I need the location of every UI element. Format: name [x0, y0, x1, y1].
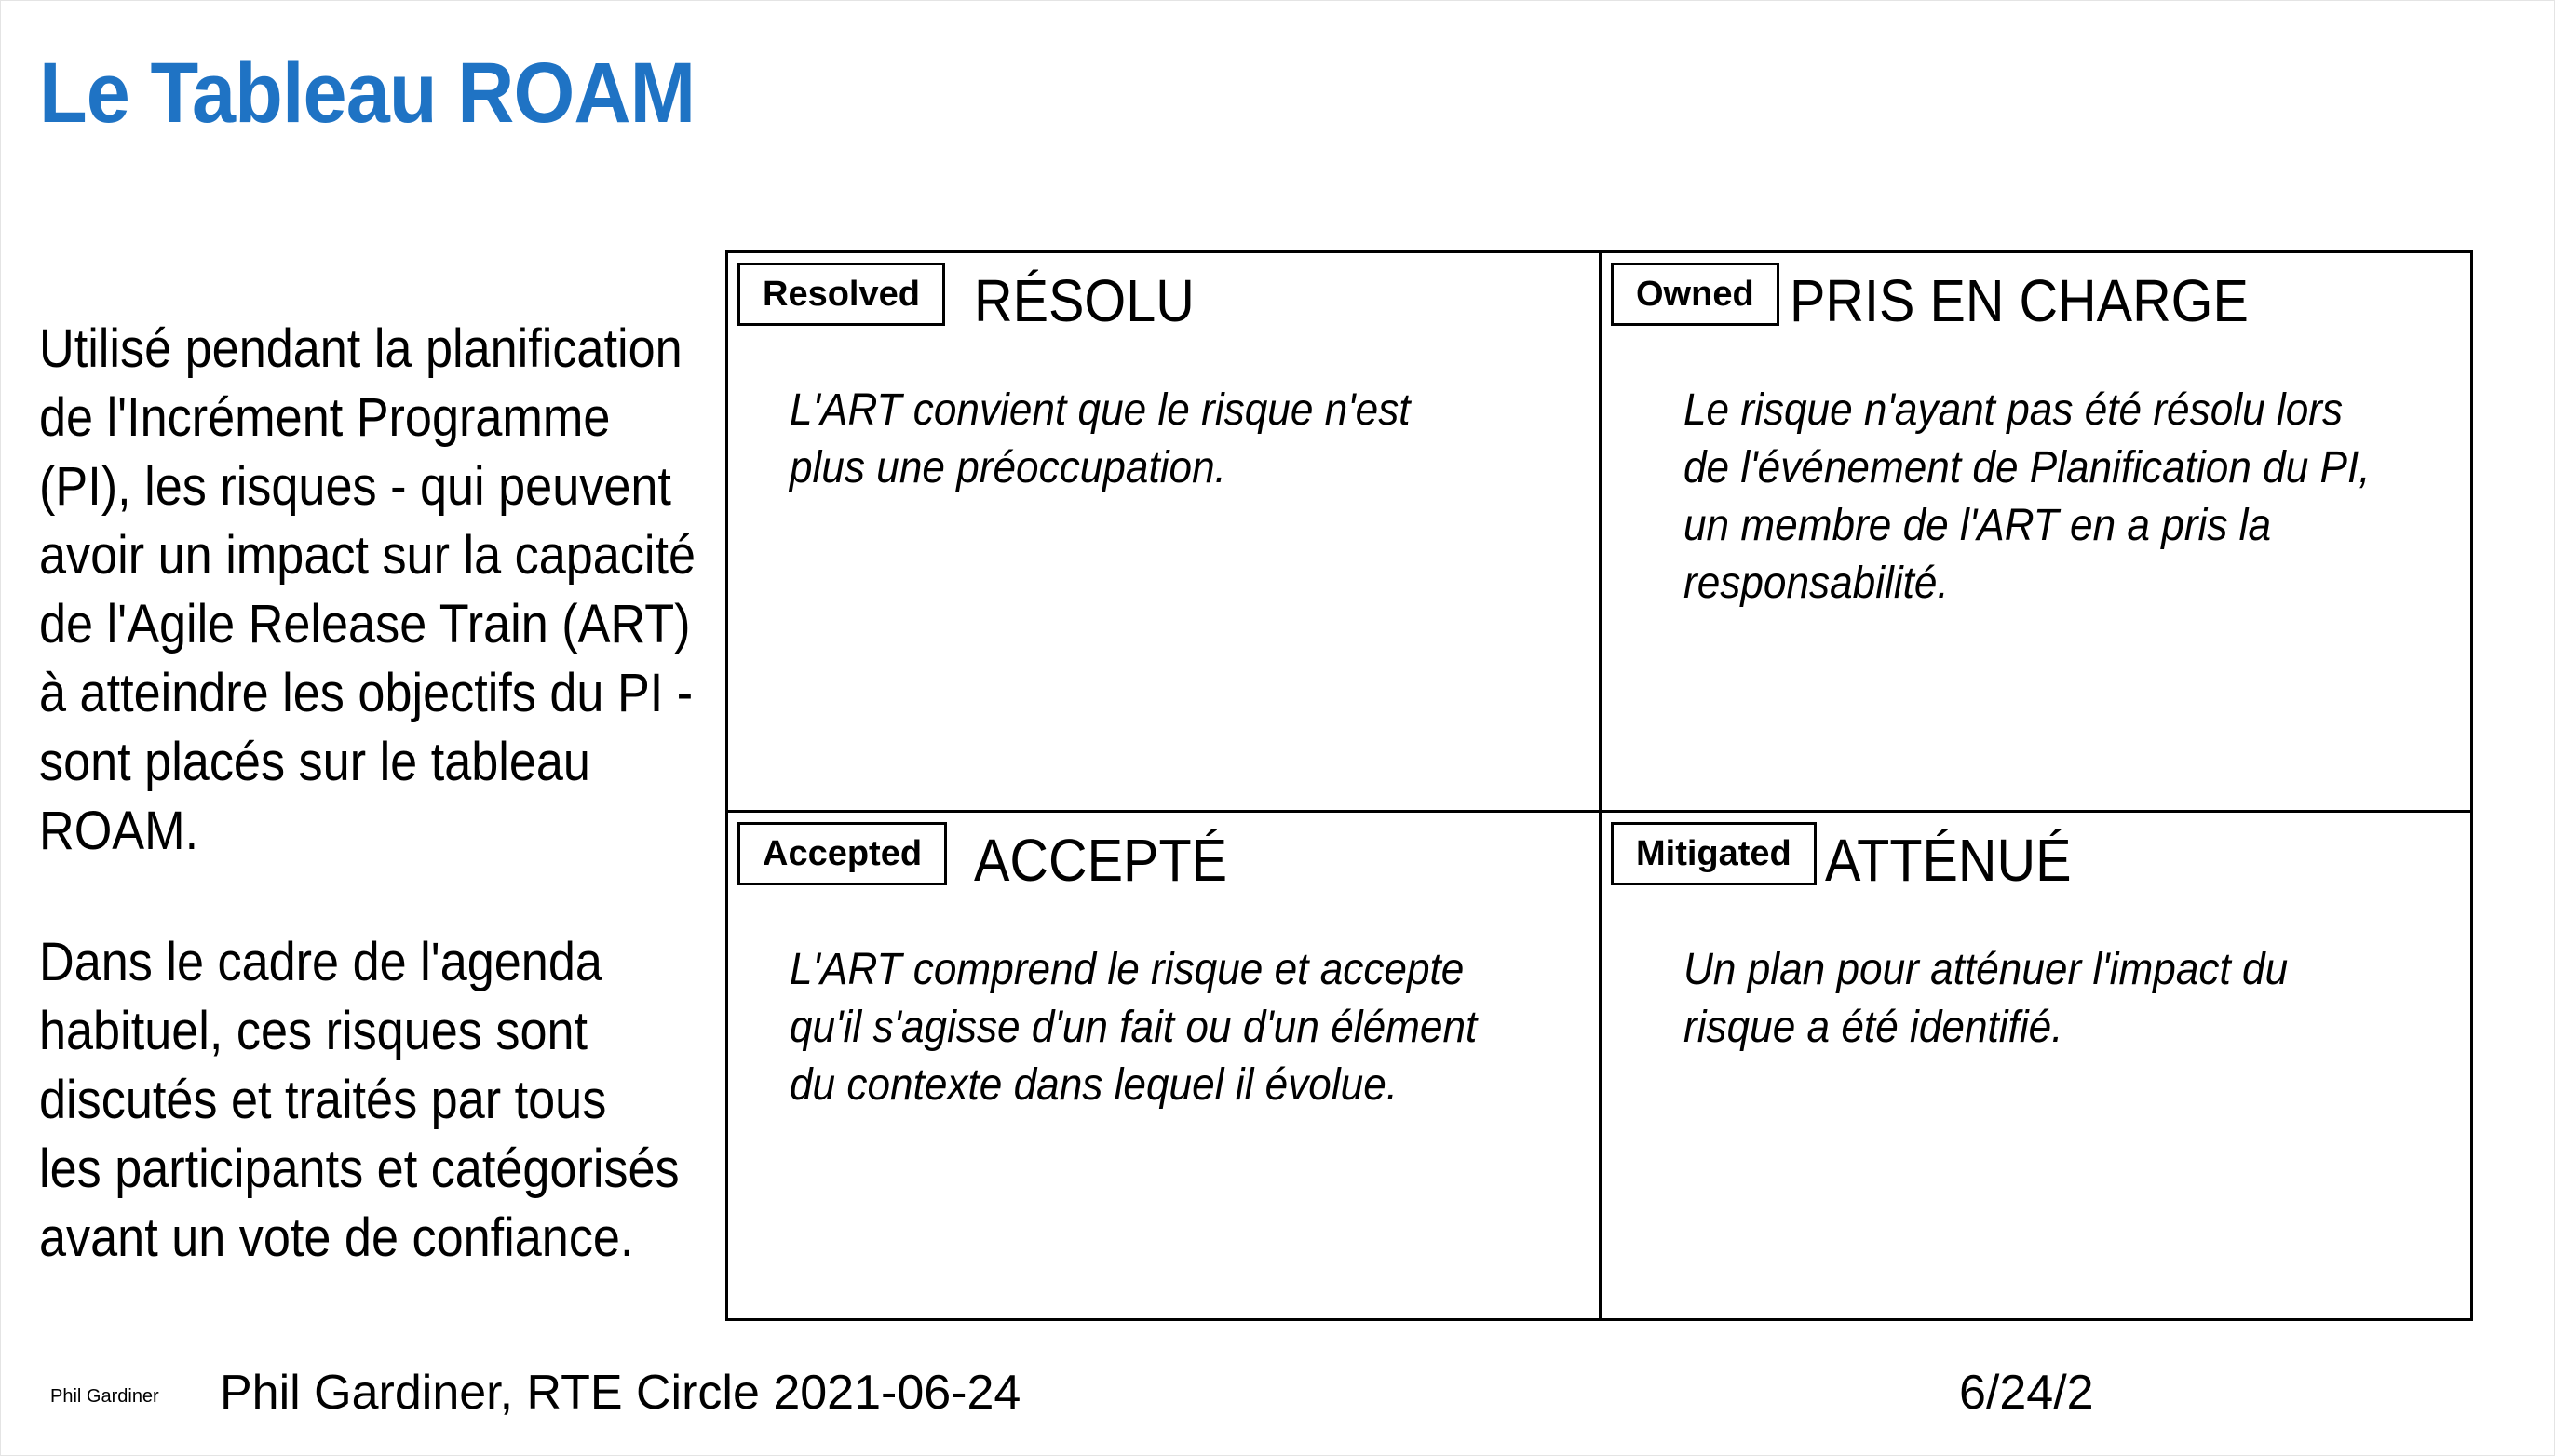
owned-desc-line: un membre de l'ART en a pris la	[1683, 501, 2272, 550]
intro-paragraph	[39, 315, 696, 866]
agenda-line: Dans le cadre de l'agenda	[39, 932, 602, 992]
intro-line: de l'Incrément Programme	[39, 387, 611, 448]
resolved-desc-line: L'ART convient que le risque n'est	[790, 385, 1411, 435]
intro-line: sont placés sur le tableau	[39, 732, 590, 792]
mitigated-heading: ATTÉNUÉ	[1825, 827, 2072, 894]
agenda-line: habituel, ces risques sont	[39, 1001, 588, 1061]
resolved-heading: RÉSOLU	[974, 267, 1195, 334]
footer-date: 6/24/2	[1959, 1366, 2094, 1420]
quadrant-mitigated	[1602, 813, 2470, 1318]
intro-line: avoir un impact sur la capacité	[39, 525, 696, 586]
accepted-description	[790, 941, 1477, 1114]
quadrant-accepted	[728, 813, 1599, 1318]
mitigated-description	[1683, 941, 2288, 1057]
resolved-tag: Resolved	[737, 263, 945, 326]
mitigated-desc-line: risque a été identifié.	[1683, 1003, 2063, 1052]
mitigated-tag: Mitigated	[1611, 822, 1817, 885]
quadrant-owned	[1602, 253, 2470, 810]
quadrant-resolved	[728, 253, 1599, 810]
resolved-desc-line: plus une préoccupation.	[790, 443, 1226, 492]
agenda-paragraph	[39, 928, 693, 1273]
footer-author: Phil Gardiner	[50, 1386, 159, 1407]
owned-desc-line: Le risque n'ayant pas été résolu lors	[1683, 385, 2344, 435]
slide-title: Le Tableau ROAM	[39, 46, 696, 141]
mitigated-desc-line: Un plan pour atténuer l'impact du	[1683, 945, 2289, 994]
owned-desc-line: responsabilité.	[1683, 559, 1949, 608]
accepted-desc-line: qu'il s'agisse d'un fait ou d'un élément	[790, 1003, 1478, 1052]
intro-line: Utilisé pendant la planification	[39, 318, 683, 379]
owned-tag: Owned	[1611, 263, 1779, 326]
intro-line: (PI), les risques - qui peuvent	[39, 456, 671, 517]
intro-line: de l'Agile Release Train (ART)	[39, 594, 691, 654]
accepted-heading: ACCEPTÉ	[974, 827, 1228, 894]
intro-line: ROAM.	[39, 801, 199, 861]
intro-line: à atteindre les objectifs du PI -	[39, 663, 694, 723]
accepted-desc-line: du contexte dans lequel il évolue.	[790, 1060, 1399, 1110]
roam-board	[725, 250, 2473, 1321]
agenda-line: discutés et traités par tous	[39, 1070, 607, 1130]
resolved-description	[790, 382, 1411, 497]
footer-event: Phil Gardiner, RTE Circle 2021-06-24	[220, 1366, 1021, 1420]
agenda-line: avant un vote de confiance.	[39, 1207, 634, 1268]
agenda-line: les participants et catégorisés	[39, 1139, 680, 1199]
owned-heading: PRIS EN CHARGE	[1790, 267, 2249, 334]
accepted-tag: Accepted	[737, 822, 947, 885]
accepted-desc-line: L'ART comprend le risque et accepte	[790, 945, 1465, 994]
owned-desc-line: de l'événement de Planification du PI,	[1683, 443, 2371, 492]
owned-description	[1683, 382, 2371, 613]
